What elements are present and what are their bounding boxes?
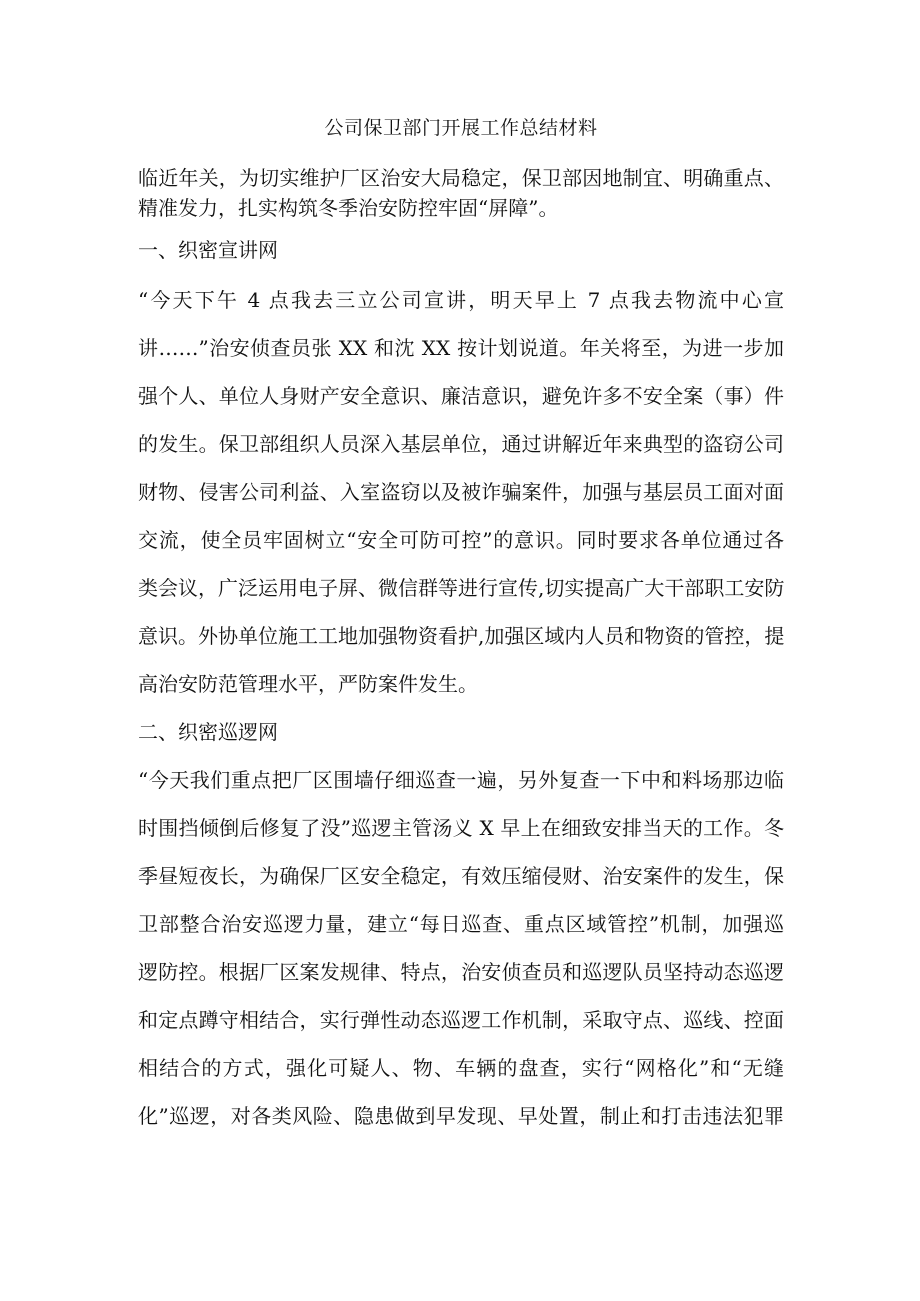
section2-line-4: 卫部整合治安巡逻力量，建立“每日巡查、重点区域管控”机制，加强巡 xyxy=(138,912,784,936)
section1-line-3: 强个人、单位人身财产安全意识、廉洁意识，避免许多不安全案（事）件 xyxy=(138,384,784,408)
section2-line-3: 季昼短夜长，为确保厂区安全稳定，有效压缩侵财、治安案件的发生，保 xyxy=(138,864,784,888)
section2-line-8: 化”巡逻，对各类风险、隐患做到早发现、早处置，制止和打击违法犯罪 xyxy=(138,1104,784,1128)
intro-line-1: 临近年关，为切实维护厂区治安大局稳定，保卫部因地制宜、明确重点、 xyxy=(138,166,784,190)
intro-line-2: 精准发力，扎实构筑冬季治安防控牢固“屏障”。 xyxy=(138,196,559,220)
section1-line-4: 的发生。保卫部组织人员深入基层单位，通过讲解近年来典型的盗窃公司 xyxy=(138,432,784,456)
section1-line-6: 交流，使全员牢固树立“安全可防可控”的意识。同时要求各单位通过各 xyxy=(138,528,784,552)
section2-line-7: 相结合的方式，强化可疑人、物、车辆的盘查，实行“网格化”和“无缝 xyxy=(138,1056,784,1080)
document-title: 公司保卫部门开展工作总结材料 xyxy=(324,117,598,139)
section2-heading: 二、织密巡逻网 xyxy=(138,720,278,744)
section1-line-7: 类会议，广泛运用电子屏、微信群等进行宣传,切实提高广大干部职工安防 xyxy=(138,576,785,600)
section1-line-2: 讲……”治安侦查员张 XX 和沈 XX 按计划说道。年关将至，为进一步加 xyxy=(138,336,784,360)
section2-line-5: 逻防控。根据厂区案发规律、特点，治安侦查员和巡逻队员坚持动态巡逻 xyxy=(138,960,784,984)
section2-line-1: “今天我们重点把厂区围墙仔细巡查一遍，另外复查一下中和料场那边临 xyxy=(138,768,784,792)
section2-line-2: 时围挡倾倒后修复了没”巡逻主管汤义 X 早上在细致安排当天的工作。冬 xyxy=(138,816,784,840)
section2-line-6: 和定点蹲守相结合，实行弹性动态巡逻工作机制，采取守点、巡线、控面 xyxy=(138,1008,784,1032)
section1-line-9: 高治安防范管理水平，严防案件发生。 xyxy=(138,672,478,696)
section1-line-5: 财物、侵害公司利益、入室盗窃以及被诈骗案件，加强与基层员工面对面 xyxy=(138,480,784,504)
section1-line-8: 意识。外协单位施工工地加强物资看护,加强区域内人员和物资的管控，提 xyxy=(138,624,785,648)
section1-heading: 一、织密宣讲网 xyxy=(138,238,278,262)
section1-line-1: “今天下午 4 点我去三立公司宣讲，明天早上 7 点我去物流中心宣 xyxy=(138,288,784,312)
